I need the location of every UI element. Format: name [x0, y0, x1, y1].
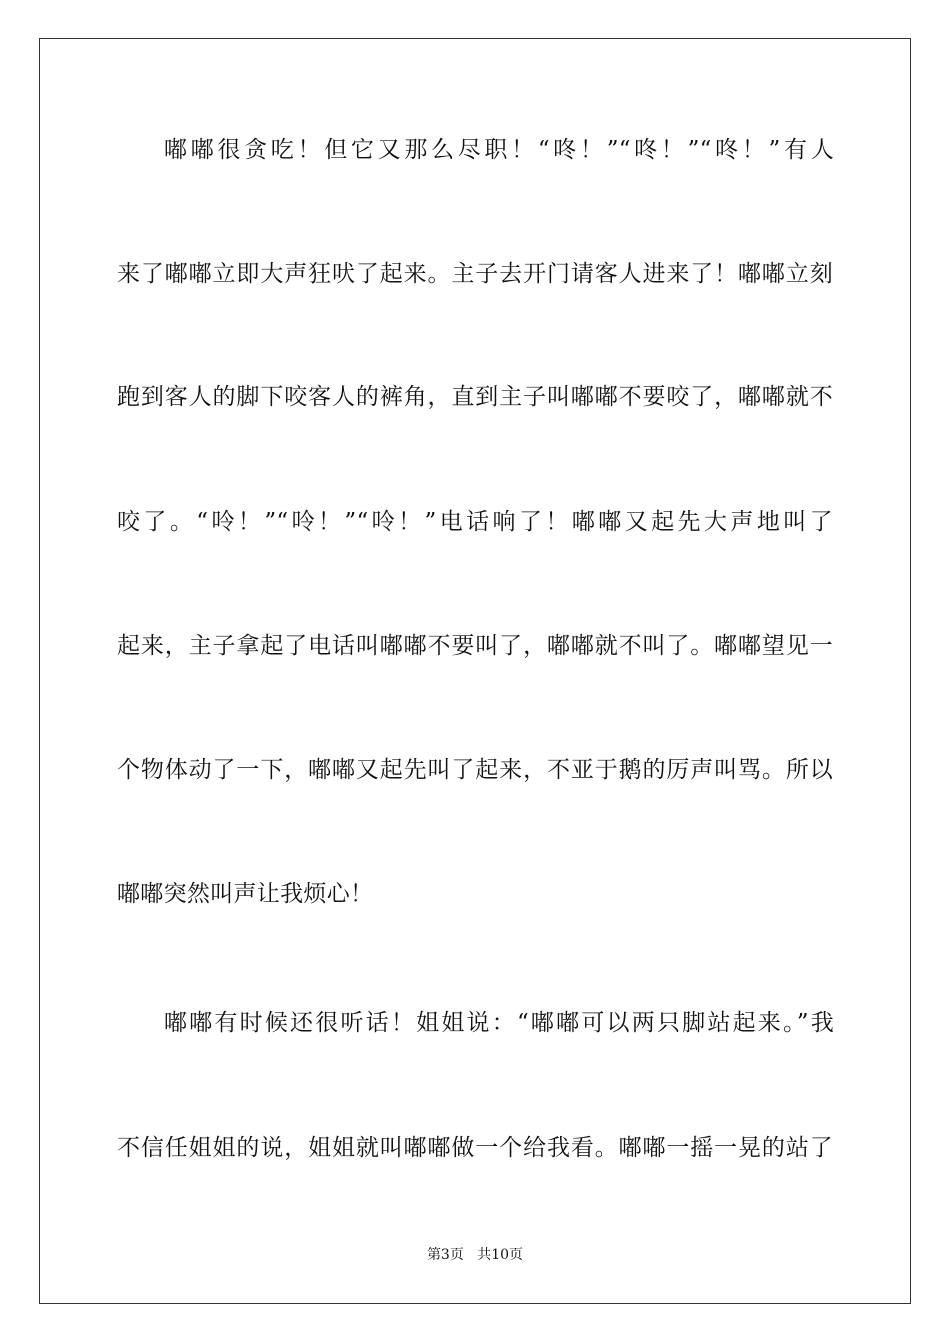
page-number: 第3页: [426, 1247, 464, 1263]
paragraph-1-line-5: 起来，主子拿起了电话叫嘟嘟不要叫了，嘟嘟就不叫了。嘟嘟望见一: [117, 633, 833, 659]
paragraph-1-line-4: 咬了。“呤！”“呤！”“呤！”电话响了！嘟嘟又起先大声地叫了: [117, 509, 833, 535]
page-total: 共10页: [477, 1247, 524, 1263]
paragraph-1-line-2: 来了嘟嘟立即大声狂吠了起来。主子去开门请客人进来了！嘟嘟立刻: [117, 261, 833, 287]
paragraph-2-line-1: 嘟嘟有时候还很听话！姐姐说：“嘟嘟可以两只脚站起来。”我: [164, 1010, 834, 1036]
page-border: [39, 38, 911, 1304]
page-footer: [0, 1246, 950, 1264]
paragraph-1-line-1: 嘟嘟很贪吃！但它又那么尽职！“咚！”“咚！”“咚！”有人: [164, 137, 834, 163]
paragraph-1-line-7: 嘟嘟突然叫声让我烦心！: [117, 881, 374, 907]
paragraph-1-line-6: 个物体动了一下，嘟嘟又起先叫了起来，不亚于鹅的厉声叫骂。所以: [117, 757, 833, 783]
paragraph-1-line-3: 跑到客人的脚下咬客人的裤角，直到主子叫嘟嘟不要咬了，嘟嘟就不: [117, 384, 833, 410]
paragraph-2-line-2: 不信任姐姐的说，姐姐就叫嘟嘟做一个给我看。嘟嘟一摇一晃的站了: [117, 1135, 833, 1161]
